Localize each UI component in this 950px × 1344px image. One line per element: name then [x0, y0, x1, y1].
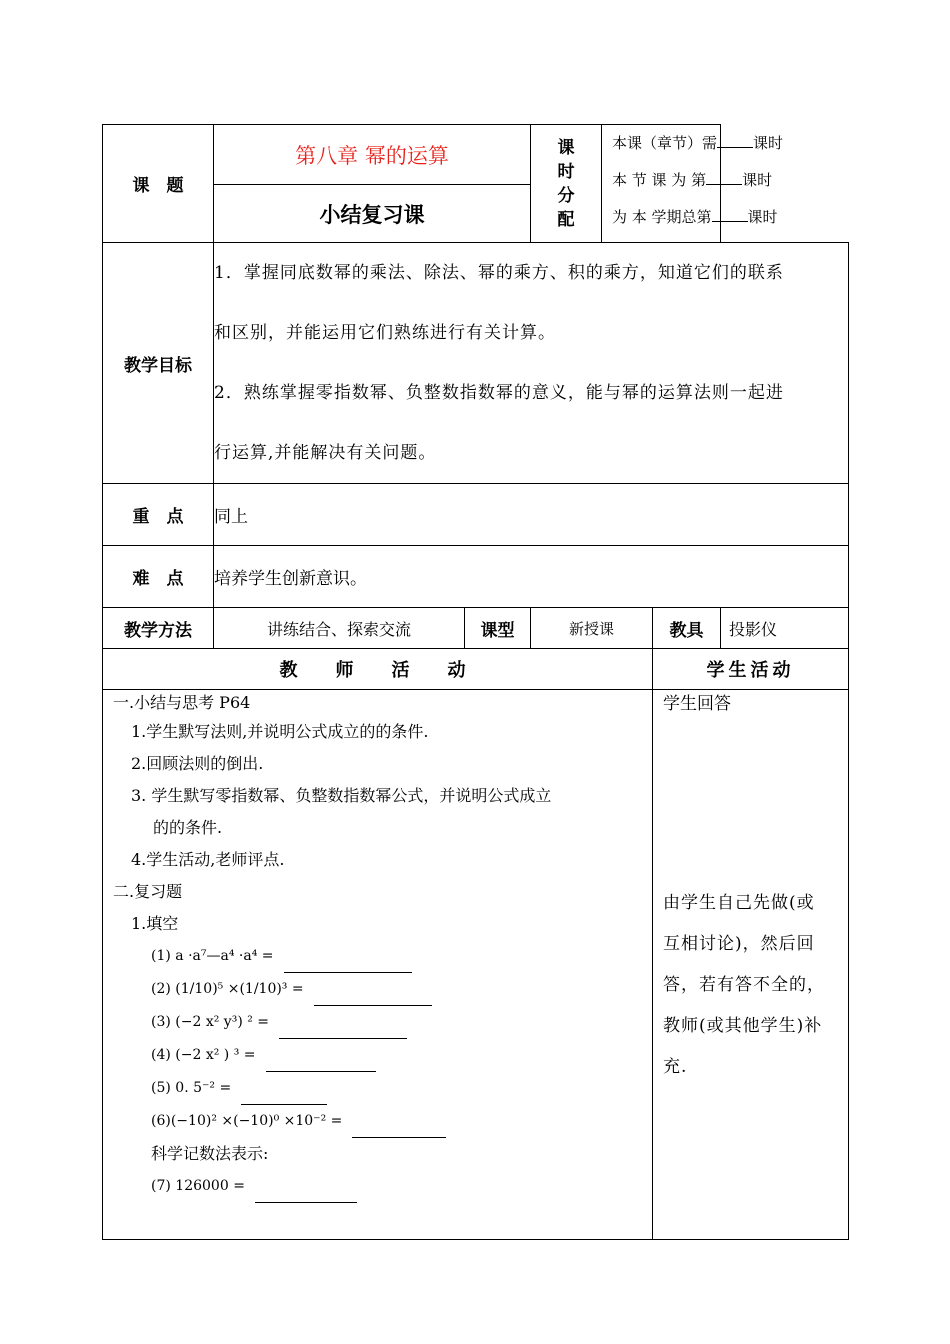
- answer-blank[interactable]: [314, 985, 432, 1006]
- student-note-line: 由学生自己先做(或: [663, 893, 815, 913]
- exercise-item: (3) (−2 x² y³) ² =: [103, 1006, 652, 1039]
- section-heading: 二.复习题: [113, 882, 183, 901]
- student-activity-header: 学生活动: [653, 649, 849, 690]
- allocation-line: 本 节 课 为 第 课时: [612, 171, 773, 189]
- student-reply: 学生回答: [663, 694, 731, 714]
- student-activity: [653, 690, 849, 1240]
- activity-line: 3. 学生默写零指数幂、负整数指数幂公式，并说明公式成立: [131, 786, 552, 805]
- answer-blank[interactable]: [255, 1182, 357, 1203]
- student-note-line: 充.: [663, 1057, 688, 1077]
- teaching-aid-label: 教具: [653, 608, 721, 649]
- activity-line: 4.学生活动,老师评点.: [131, 850, 285, 869]
- lesson-plan-table: [102, 124, 849, 1240]
- student-note-line: 答，若有答不全的，: [663, 975, 825, 995]
- allocation-char: 分: [557, 185, 575, 206]
- answer-blank[interactable]: [266, 1051, 376, 1072]
- key-point-label: 重 点: [103, 484, 214, 546]
- allocation-line: 为 本 学期总第 课时: [612, 208, 778, 226]
- hours-blank[interactable]: [712, 207, 748, 222]
- objective-line: 和区别，并能运用它们熟练进行有关计算。: [214, 323, 556, 343]
- objectives-text: [214, 243, 849, 484]
- key-point-value: 同上: [214, 484, 849, 546]
- hours-blank[interactable]: [717, 133, 753, 148]
- exercise-item: (4) (−2 x² ) ³ =: [103, 1039, 652, 1072]
- topic-label: 课 题: [103, 125, 214, 243]
- lesson-title: 小结复习课: [214, 185, 531, 243]
- teacher-activity: [103, 690, 653, 1240]
- student-note: [663, 883, 838, 1088]
- teacher-activity-header: 教 师 活 动: [103, 649, 653, 690]
- answer-blank[interactable]: [279, 1018, 407, 1039]
- exercise-item: (1) a ·a⁷—a⁴ ·a⁴ =: [103, 940, 652, 973]
- objective-line: 行运算,并能解决有关问题。: [214, 443, 437, 463]
- exercise-item: (2) (1/10)⁵ ×(1/10)³ =: [103, 973, 652, 1006]
- activity-line: 1.学生默写法则,并说明公式成立的的条件.: [131, 722, 429, 741]
- answer-blank[interactable]: [284, 952, 412, 973]
- method-value: 讲练结合、探索交流: [214, 608, 465, 649]
- difficulty-value: 培养学生创新意识。: [214, 546, 849, 608]
- section-heading: 一.小结与思考 P64: [113, 693, 251, 712]
- activity-line: 2.回顾法则的倒出.: [131, 754, 264, 773]
- objective-line: 1．掌握同底数幂的乘法、除法、幂的乘方、积的乘方，知道它们的联系: [214, 263, 784, 283]
- objectives-label: 教学目标: [103, 243, 214, 484]
- allocation-lines: [602, 125, 784, 243]
- teaching-aid-value: 投影仪: [721, 608, 849, 649]
- method-label: 教学方法: [103, 608, 214, 649]
- student-note-line: 教师(或其他学生)补: [663, 1016, 823, 1036]
- lesson-type-value: 新授课: [531, 608, 653, 649]
- allocation-char: 时: [557, 161, 575, 182]
- activity-line: 的的条件.: [153, 818, 223, 837]
- answer-blank[interactable]: [352, 1117, 446, 1138]
- allocation-char: 课: [557, 137, 575, 158]
- difficulty-label: 难 点: [103, 546, 214, 608]
- allocation-label: [531, 125, 602, 243]
- allocation-char: 配: [557, 209, 575, 230]
- exercise-item: (5) 0. 5⁻² =: [103, 1072, 652, 1105]
- lesson-type-label: 课型: [465, 608, 531, 649]
- student-note-line: 互相讨论)，然后回: [663, 934, 815, 954]
- allocation-line: 本课（章节）需 课时: [612, 134, 784, 152]
- exercise-item: (6)(−10)² ×(−10)⁰ ×10⁻² =: [103, 1105, 652, 1138]
- exercise-item: (7) 126000 =: [103, 1170, 652, 1203]
- hours-blank[interactable]: [706, 170, 742, 185]
- objective-line: 2．熟练掌握零指数幂、负整数指数幂的意义，能与幂的运算法则一起进: [214, 383, 784, 403]
- activity-line: 1.填空: [131, 914, 179, 933]
- chapter-title: 第八章 幂的运算: [214, 125, 531, 185]
- answer-blank[interactable]: [241, 1084, 327, 1105]
- sci-notation-label: 科学记数法表示:: [151, 1144, 269, 1163]
